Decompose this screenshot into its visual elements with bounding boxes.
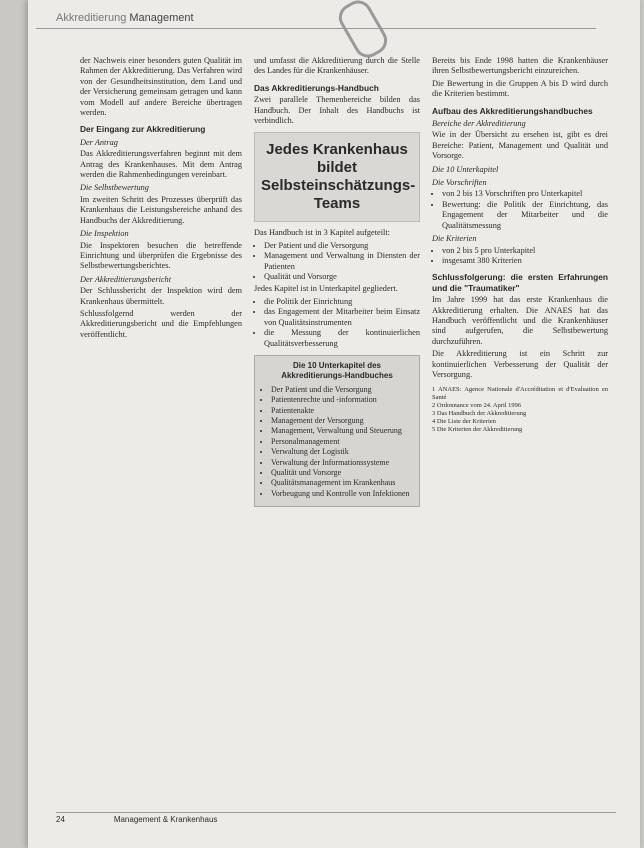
- list-item: • Patientenrechte und -information: [271, 395, 413, 405]
- paperclip-icon: [334, 0, 392, 63]
- paragraph: Wie in der Übersicht zu ersehen ist, gibt es drei Bereiche: Patient, Management und Qualität und Vorsorge.: [432, 130, 608, 161]
- list-item: • von 2 bis 5 pro Unterkapitel: [442, 246, 608, 256]
- paragraph: Die Bewertung in die Gruppen A bis D wird durch die Kriterien bestimmt.: [432, 78, 608, 99]
- paragraph: und umfasst die Akkreditierung durch die Stelle des Landes für die Krankenhäuser.: [254, 56, 420, 76]
- bullet-list: [254, 241, 420, 283]
- page-header: [56, 12, 194, 24]
- subsection-title: Die Inspektion: [80, 229, 129, 239]
- journal-name: Management & Krankenhaus: [113, 815, 218, 824]
- footnotes: [432, 386, 608, 434]
- list-item: • Personalmanagement: [271, 437, 413, 447]
- paragraph: Im Jahre 1999 hat das erste Krankenhaus die Akkreditierung erhalten. Die ANAES hat das Handbuch veröffentlicht und die Krankenhäuser sind aufgerufen, die Selbstbewertung durchzuführen.: [432, 295, 608, 346]
- paragraph: Die Akkreditierung ist ein Schritt zur kontinuierlichen Verbesserung der Qualität der Versorgung.: [432, 349, 608, 379]
- paragraph: der Nachweis einer besonders guten Qualität im Rahmen der Akkreditierung. Das Verfahren wird von der Gesundheitsinstitution, dem Land und der Versicherung gemeinsam getragen und kann vom Modell auf andere Bereiche übertragen werden.: [80, 56, 242, 118]
- subsection-title: Die 10 Unterkapitel: [432, 164, 499, 174]
- list-item: • Der Patient und die Versorgung: [271, 385, 413, 395]
- info-box-list: [261, 385, 413, 499]
- subsection-title: Bereiche der Akkreditierung: [432, 119, 526, 129]
- column-2: [254, 56, 420, 513]
- paragraph: Das Akkreditierungsverfahren beginnt mit dem Antrag des Krankenhauses. Mit dem Antrag werden die Rahmenbedingungen vereinbart.: [80, 149, 242, 180]
- subsection-title: Der Akkreditierungsbericht: [80, 274, 172, 284]
- paragraph: Schlussfolgernd werden der Akkreditierungsbericht und die Empfehlungen veröffentlicht.: [80, 308, 242, 339]
- header-category: Akkreditierung: [56, 12, 127, 24]
- list-item: • Management der Versorgung: [271, 416, 413, 426]
- header-rule: [36, 28, 596, 29]
- subheading: Aufbau des Akkreditierungshandbuches: [432, 105, 593, 116]
- list-item: • Management, Verwaltung und Steuerung: [271, 426, 413, 436]
- list-item: • Verwaltung der Informationssysteme: [271, 458, 413, 468]
- list-item: • Bewertung: die Politik der Einrichtung, das Engagement der Mitarbeiter und die Qualitätsmessung: [442, 200, 608, 231]
- paragraph: Das Handbuch ist in 3 Kapitel aufgeteilt:: [254, 228, 390, 238]
- paragraph: Bereits bis Ende 1998 hatten die Krankenhäuser ihren Selbstbewertungsbericht einzureichen.: [432, 56, 608, 76]
- bullet-list: [432, 246, 608, 267]
- list-item: • insgesamt 380 Kriterien: [442, 256, 608, 266]
- page-number: 24: [56, 815, 65, 824]
- footnote: 4 Die Liste der Kriterien: [432, 418, 496, 426]
- paragraph: Die Inspektoren besuchen die betreffende Einrichtung und überprüfen die Ergebnisse des Selbstbewertungsberichtes.: [80, 240, 242, 271]
- list-item: • Qualität und Vorsorge: [264, 272, 420, 282]
- column-1: [80, 56, 242, 342]
- bullet-list: [432, 189, 608, 231]
- subheading: Schlussfolgerung: die ersten Erfahrungen und die "Traumatiker": [432, 272, 608, 293]
- list-item: • das Engagement der Mitarbeiter beim Einsatz von Qualitätsinstrumenten: [264, 307, 420, 328]
- list-item: • Qualität und Vorsorge: [271, 468, 413, 478]
- document-page: [28, 0, 640, 848]
- page-footer: [56, 812, 616, 824]
- info-box: [254, 355, 420, 507]
- footnote: 5 Die Kriterien der Akkreditierung: [432, 426, 523, 434]
- paragraph: Der Schlussbericht der Inspektion wird dem Krankenhaus übermittelt.: [80, 286, 242, 306]
- subheading: Der Eingang zur Akkreditierung: [80, 124, 206, 135]
- list-item: • Vorbeugung und Kontrolle von Infektionen: [271, 489, 413, 499]
- list-item: • die Messung der kontinuierlichen Qualitätsverbesserung: [264, 328, 420, 349]
- bullet-list: [254, 297, 420, 349]
- header-section: Management: [129, 12, 194, 24]
- subsection-title: Die Selbstbewertung: [80, 183, 149, 193]
- paragraph: Im zweiten Schritt des Prozesses überprüft das Krankenhaus die Leistungsbereiche anhand des Handbuchs der Akkreditierung.: [80, 194, 242, 225]
- paragraph: Zwei parallele Themenbereiche bilden das Handbuch. Der Inhalt des Handbuchs ist verbindlich.: [254, 95, 420, 126]
- subsection-title: Die Vorschriften: [432, 178, 487, 188]
- list-item: • die Politik der Einrichtung: [264, 297, 420, 307]
- list-item: • Verwaltung der Logistik: [271, 447, 413, 457]
- column-3: [432, 56, 608, 434]
- list-item: • von 2 bis 13 Vorschriften pro Unterkapitel: [442, 189, 608, 199]
- footnote: 1 ANAES: Agence Nationale d'Accréditation et d'Evaluation en Santé: [432, 386, 608, 402]
- pull-quote: Jedes Krankenhaus bildet Selbsteinschätzungs-Teams: [254, 132, 420, 222]
- footnote: 2 Ordonnance vom 24. April 1996: [432, 402, 522, 410]
- list-item: • Management und Verwaltung in Diensten der Patienten: [264, 251, 420, 272]
- footer-rule: [56, 812, 616, 813]
- subsection-title: Der Antrag: [80, 137, 118, 147]
- subheading: Das Akkreditierungs-Handbuch: [254, 82, 379, 93]
- list-item: • Qualitätsmanagement im Krankenhaus: [271, 478, 413, 488]
- paragraph: Jedes Kapitel ist in Unterkapitel gegliedert.: [254, 284, 398, 294]
- list-item: • Der Patient und die Versorgung: [264, 241, 420, 251]
- list-item: • Patientenakte: [271, 406, 413, 416]
- info-box-title: Die 10 Unterkapitel des Akkreditierungs-Handbuches: [281, 360, 393, 381]
- footnote: 3 Das Handbuch der Akkreditierung: [432, 410, 527, 418]
- subsection-title: Die Kriterien: [432, 234, 477, 244]
